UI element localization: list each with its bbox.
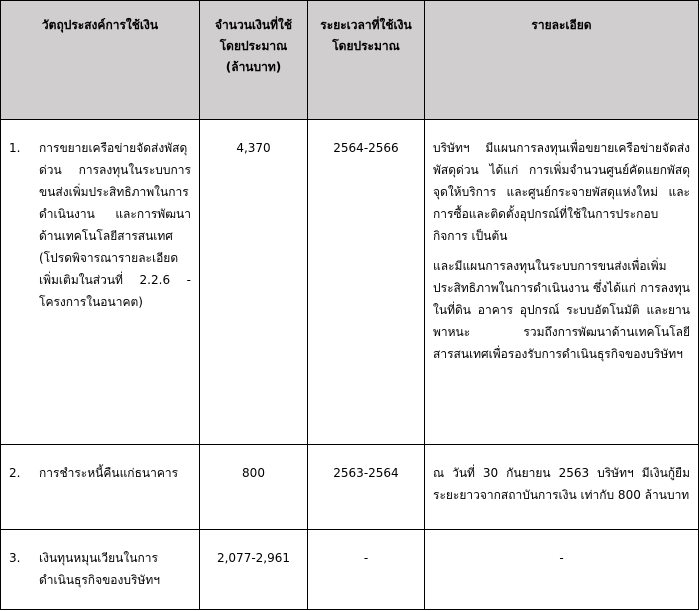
row-number: 2. — [9, 466, 21, 480]
details-cell — [425, 530, 699, 610]
details-cell — [425, 445, 699, 530]
header-amount: จำนวนเงินที่ใช้โดยประมาณ (ล้านบาท) — [200, 1, 308, 120]
details-cell — [425, 120, 699, 445]
objective-cell — [1, 530, 200, 610]
header-details: รายละเอียด — [425, 1, 699, 120]
table-row — [1, 530, 699, 610]
amount-cell: 4,370 — [200, 120, 308, 445]
objective-cell — [1, 445, 200, 530]
amount-cell: 800 — [200, 445, 308, 530]
header-objective: วัตถุประสงค์การใช้เงิน — [1, 1, 200, 120]
objective-text: การชำระหนี้คืนแก่ธนาคาร — [39, 466, 179, 480]
details-paragraph: ณ วันที่ 30 กันยายน 2563 บริษัทฯ มีเงินกู้ยืมระยะยาวจากสถาบันการเงิน เท่ากับ 800 ล้านบาท — [433, 466, 690, 502]
table-row — [1, 445, 699, 530]
row-number: 1. — [9, 141, 21, 155]
header-period: ระยะเวลาที่ใช้เงินโดยประมาณ — [308, 1, 425, 120]
objective-text: เงินทุนหมุนเวียนในการดำเนินธุรกิจของบริษัทฯ — [39, 551, 160, 587]
table-row — [1, 120, 699, 445]
period-cell: - — [308, 530, 425, 610]
amount-cell: 2,077-2,961 — [200, 530, 308, 610]
objective-text: การขยายเครือข่ายจัดส่งพัสดุด่วน การลงทุนในระบบการขนส่งเพิ่มประสิทธิภาพในการดำเนินงาน และการพัฒนาด้านเทคโนโลยีสารสนเทศ (โปรดพิจารณารายละเอียดเพิ่มเติมในส่วนที่ 2.2.6 - โครงการในอนาคต) — [39, 141, 191, 309]
period-cell: 2563-2564 — [308, 445, 425, 530]
details-paragraph: บริษัทฯ มีแผนการลงทุนเพื่อขยายเครือข่ายจัดส่งพัสดุด่วน ได้แก่ การเพิ่มจำนวนศูนย์คัดแยกพัสดุ จุดให้บริการ และศูนย์กระจายพัสดุแห่งใหม่ และการซื้อและติดตั้งอุปกรณ์ที่ใช้ในการประกอบกิจการ เป็นต้น — [433, 141, 690, 243]
details-paragraph: - — [559, 551, 564, 565]
objective-cell — [1, 120, 200, 445]
header-row — [1, 1, 699, 120]
row-number: 3. — [9, 551, 21, 565]
period-cell: 2564-2566 — [308, 120, 425, 445]
details-paragraph: และมีแผนการลงทุนในระบบการขนส่งเพื่อเพิ่มประสิทธิภาพในการดำเนินงาน ซึ่งได้แก่ การลงทุนในที่ดิน อาคาร อุปกรณ์ ระบบอัตโนมัติ และยานพาหนะ รวมถึงการพัฒนาด้านเทคโนโลยีสารสนเทศเพื่อรองรับการดำเนินธุรกิจของบริษัทฯ — [433, 259, 690, 361]
